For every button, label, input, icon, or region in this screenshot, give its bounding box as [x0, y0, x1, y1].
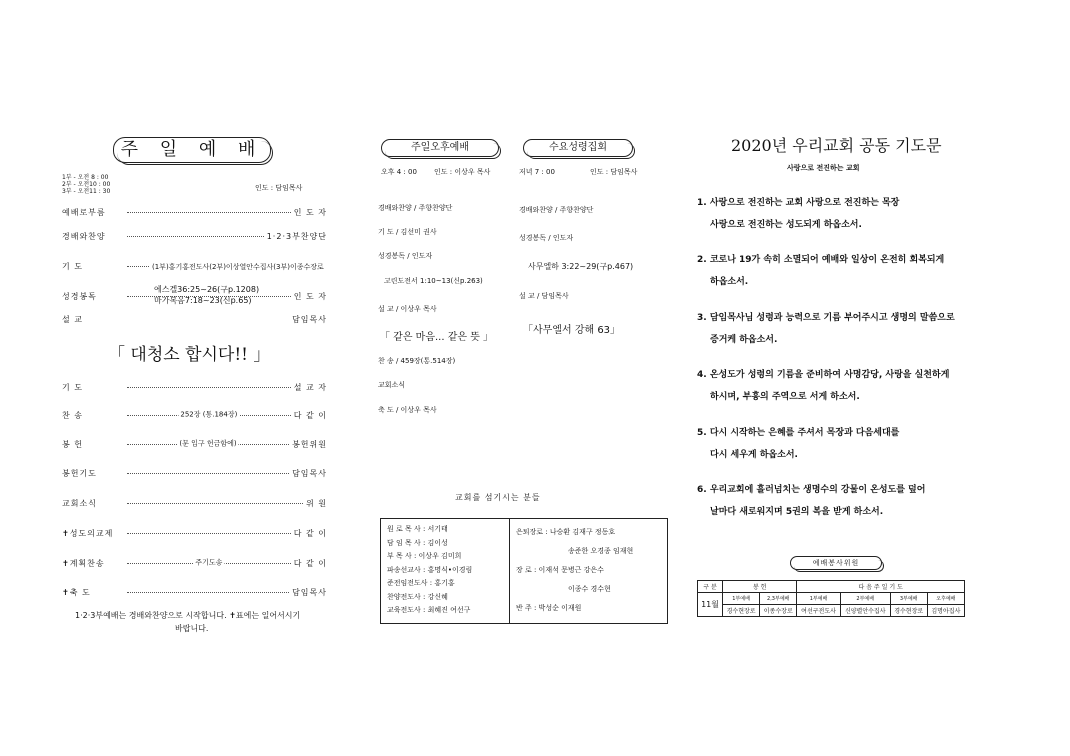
- order-row: [62, 207, 327, 218]
- staff-line: 장 로 : 이재석 문병근 강은수: [516, 566, 604, 574]
- staff-line: 은퇴장로 : 나승환 김재구 정동호: [516, 528, 616, 536]
- prayer-line: 3. 담임목사님 성령과 능력으로 기름 부어주시고 생명의 말씀으로: [697, 313, 955, 323]
- order-label: 성경봉독: [62, 292, 97, 301]
- sub-header: 1부예배: [723, 593, 760, 605]
- order-row: [62, 528, 327, 539]
- staff-line: 원 로 목 사 : 서기태: [387, 525, 448, 533]
- order-leader: 인 도 자: [293, 208, 327, 217]
- service-committee-table: [697, 580, 965, 617]
- order-label: 찬 송: [62, 411, 83, 420]
- staff-line: 송준한 오경종 임재현: [568, 547, 634, 555]
- order-label: 봉 헌: [62, 440, 83, 449]
- wednesday-scripture: 사무엘하 3:22~29(구p.467): [528, 262, 634, 271]
- header-offering: 봉 헌: [723, 581, 797, 593]
- order-label: 봉헌기도: [62, 469, 97, 478]
- order-leader: 1·2·3부찬양단: [266, 232, 327, 241]
- order-label: ✝축 도: [62, 588, 91, 597]
- table-cell: 경수현장로: [890, 605, 927, 617]
- month-cell: 11월: [698, 593, 723, 617]
- table-cell: 여선구전도사: [797, 605, 840, 617]
- table-cell: 신양렬안수집사: [840, 605, 890, 617]
- wednesday-leader: 인도 : 담임목사: [590, 168, 638, 176]
- offering-note: (문 입구 헌금함에): [179, 439, 237, 448]
- order-row: [62, 498, 327, 509]
- staff-line: 이종수 경수현: [568, 585, 611, 593]
- order-label: 교회소식: [62, 499, 97, 508]
- prayer-item: [697, 192, 997, 236]
- prayer-line: 하시며, 부흥의 주역으로 서게 하소서.: [710, 392, 860, 402]
- staff-right-list: [516, 523, 633, 618]
- staff-title: 교회를 섬기시는 분들: [455, 493, 541, 502]
- prayer-line: 4. 온성도가 성령의 기름을 준비하여 사명감당, 사랑을 실천하게: [697, 370, 950, 380]
- staff-line: 교육전도사 : 최혜진 여선구: [387, 606, 471, 614]
- sub-header: 오후예배: [927, 593, 964, 605]
- table-cell: 이종수장로: [760, 605, 797, 617]
- order-leader: 설 교 자: [293, 383, 327, 392]
- wednesday-item: 경배와찬양 / 주향찬양단: [519, 206, 594, 214]
- afternoon-item: 찬 송 / 459장(통.514장): [378, 357, 456, 365]
- order-label: 기 도: [62, 383, 83, 392]
- prayer-item: [697, 249, 997, 293]
- afternoon-item: 교회소식: [378, 381, 406, 389]
- roster-divider: [509, 519, 510, 623]
- afternoon-time: 오후 4 : 00: [381, 168, 417, 176]
- staff-line: 준전임전도사 : 홍기홍: [387, 579, 455, 587]
- staff-line: 반 주 : 박성순 이재원: [516, 604, 582, 612]
- prayer-subtitle: 사랑으로 전진하는 교회: [787, 164, 860, 172]
- afternoon-service-title: 주일오후예배: [381, 139, 499, 157]
- sunday-service-title: 주 일 예 배: [113, 137, 271, 163]
- prayer-line: 다시 세우게 하옵소서.: [710, 450, 798, 460]
- order-row: [62, 558, 327, 569]
- sermon-title: 「 대청소 합시다!! 」: [108, 345, 271, 365]
- prayer-line: 5. 다시 시작하는 은혜를 주셔서 목장과 다음세대를: [697, 428, 900, 438]
- wednesday-item: 성경봉독 / 인도자: [519, 234, 574, 242]
- scripture-ref-1: 에스겔36:25~26(구p.1208): [154, 285, 260, 294]
- header-month: 구 분: [698, 581, 723, 593]
- afternoon-item: 기 도 / 김선미 권사: [378, 228, 437, 236]
- prayer-item: [697, 422, 997, 466]
- sub-header: 1부예배: [797, 593, 840, 605]
- table-cell: 경수현장로: [723, 605, 760, 617]
- staff-line: 담 임 목 사 : 김이성: [387, 538, 448, 547]
- prayer-line: 1. 사랑으로 전진하는 교회 사랑으로 전진하는 목장: [697, 198, 900, 208]
- prayer-line: 하옵소서.: [710, 277, 749, 287]
- order-label: ✝성도의교제: [62, 529, 114, 538]
- order-label: 기 도: [62, 262, 83, 271]
- order-row: [62, 468, 327, 479]
- wednesday-item: 설 교 / 담임목사: [519, 292, 569, 300]
- prayer-line: 날마다 새로워지며 5권의 복을 받게 하소서.: [710, 507, 884, 517]
- prayer-title: 2020년 우리교회 공동 기도문: [731, 136, 942, 155]
- prayer-line: 2. 코로나 19가 속히 소멸되어 예배와 일상이 온전히 회복되게: [697, 255, 945, 265]
- sub-header: 2부예배: [840, 593, 890, 605]
- afternoon-scripture: 고린도전서 1:10~13(신p.263): [384, 277, 483, 285]
- order-row: [62, 261, 327, 272]
- staff-roster-box: [380, 518, 668, 624]
- service-leader: 인도 : 담임목사: [255, 184, 303, 192]
- header-prayer: 다 음 주 일 기 도: [797, 581, 965, 593]
- order-leader: 다 같 이: [293, 559, 327, 568]
- order-label: 예배로부름: [62, 208, 106, 217]
- service-time-2: 2부 - 오전10 : 00: [62, 181, 111, 188]
- wednesday-sermon-title: 「사무엘서 강해 63」: [523, 325, 621, 336]
- sub-header: 2,3부예배: [760, 593, 797, 605]
- order-leader: 담임목사: [292, 469, 327, 478]
- hymn-number: 252장 (통.184장): [180, 410, 238, 419]
- prayer-line: 증거케 하옵소서.: [710, 335, 778, 345]
- staff-line: 부 목 사 : 이상우 김미희: [387, 552, 462, 560]
- afternoon-sermon-title: 「 같은 마음... 같은 뜻 」: [380, 332, 494, 343]
- afternoon-item: 설 교 / 이상우 목사: [378, 305, 437, 313]
- service-time-3: 3부 - 오전11 : 30: [62, 188, 111, 195]
- footnote-line-1: 1·2·3부예배는 경배와찬양으로 시작합니다. ✝표에는 일어서시기: [75, 611, 301, 620]
- wednesday-time: 저녁 7 : 00: [519, 168, 555, 176]
- order-row: [62, 314, 327, 325]
- order-label: 경배와찬양: [62, 232, 106, 241]
- order-leader: 담임목사: [292, 588, 327, 597]
- order-row: [62, 231, 327, 242]
- service-committee-title: 예배봉사위원: [790, 556, 882, 570]
- closing-song: 주기도송: [195, 558, 223, 567]
- order-leader: 인 도 자: [293, 292, 327, 301]
- order-row: [62, 382, 327, 393]
- order-label: 설 교: [62, 315, 83, 324]
- prayer-line: 사랑으로 전진하는 성도되게 하옵소서.: [710, 220, 862, 230]
- staff-line: 찬양전도사 : 강신혜: [387, 592, 448, 601]
- footnote-line-2: 바랍니다.: [175, 624, 209, 633]
- staff-left-list: [387, 523, 472, 618]
- afternoon-leader: 인도 : 이상우 목사: [434, 168, 491, 176]
- wednesday-service-title: 수요성령집회: [523, 139, 633, 157]
- scripture-ref-2: 마가복음7:18~23(신p.65): [154, 296, 252, 305]
- service-time-1: 1부 - 오전 8 : 00: [62, 174, 109, 181]
- order-row: [62, 439, 327, 450]
- afternoon-item: 축 도 / 이상우 목사: [378, 406, 437, 414]
- sub-header: 3부예배: [890, 593, 927, 605]
- prayer-item: [697, 479, 997, 523]
- prayer-item: [697, 364, 997, 408]
- order-leader: 담임목사: [292, 315, 327, 324]
- order-row: [62, 410, 327, 421]
- order-detail: (1부)홍기홍전도사(2부)이상열안수집사(3부)이종수장로: [152, 262, 324, 271]
- staff-line: 파송선교사 : 홍명식•이경림: [387, 565, 473, 574]
- afternoon-item: 경배와찬양 / 주향찬양단: [378, 204, 453, 212]
- prayer-item: [697, 307, 997, 351]
- prayer-line: 6. 우리교회에 흘러넘치는 생명수의 강물이 온성도를 덮어: [697, 485, 926, 495]
- order-leader: 봉헌위원: [292, 440, 327, 449]
- order-leader: 다 같 이: [293, 529, 327, 538]
- order-row: [62, 587, 327, 598]
- order-leader: 다 같 이: [293, 411, 327, 420]
- order-leader: 위 원: [306, 499, 327, 508]
- order-label: ✝계획찬송: [62, 559, 105, 568]
- table-cell: 김명아집사: [927, 605, 964, 617]
- afternoon-item: 성경봉독 / 인도자: [378, 252, 433, 260]
